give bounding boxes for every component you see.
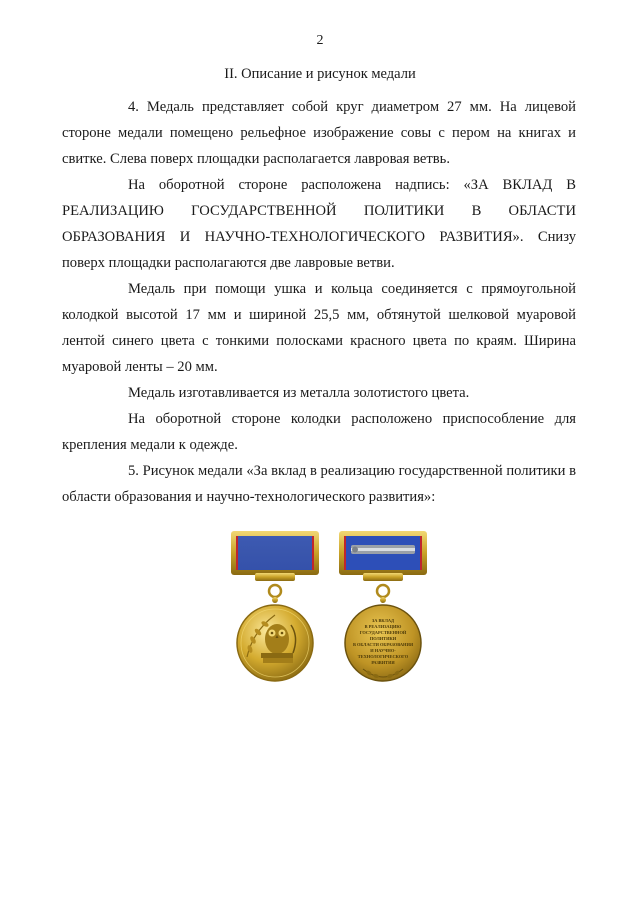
paragraph-reverse-inscription: На оборотной стороне расположена надпись: «ЗА ВКЛАД В РЕАЛИЗАЦИЮ ГОСУДАРСТВЕННОЙ ПОЛИТИКИ В ОБЛАСТИ ОБРАЗОВАНИЯ И НАУЧНО-ТЕХНОЛОГИЧЕСКОГО РАЗВИТИЯ». Снизу поверх площадки располагаются две лавровые ветви. xyxy=(62,177,576,271)
section-heading: II. Описание и рисунок медали xyxy=(224,66,416,82)
paragraph-metal: Медаль изготавливается из металла золотистого цвета. xyxy=(128,385,470,401)
page-number: 2 xyxy=(316,33,324,48)
medal-inscription-line: РАЗВИТИЯ xyxy=(371,660,395,665)
medal-inscription-line: ГОСУДАРСТВЕННОЙ xyxy=(359,630,407,635)
paragraph-ribbon-block: Медаль при помощи ушка и кольца соединяется с прямоугольной колодкой высотой 17 мм и шириной 25,5 мм, обтянутой шелковой муаровой лентой синего цвета с тонкими полосками красного цвета по краям. Ширина муаровой ленты – 20 мм. xyxy=(62,281,576,375)
medal-figure xyxy=(225,527,435,687)
paragraph-medal-description: 4. Медаль представляет собой круг диаметром 27 мм. На лицевой стороне медали помещено рельефное изображение совы с пером на книгах и свитке. Слева поверх площадки располагается лавровая ветвь. xyxy=(62,99,576,167)
paragraph-fastening: На оборотной стороне колодки расположено приспособление для крепления медали к одежде. xyxy=(62,411,576,453)
paragraph-medal-figure: 5. Рисунок медали «За вклад в реализацию государственной политики в области образования и научно-технологического развития»: xyxy=(62,463,576,505)
body-text xyxy=(62,94,576,510)
medal-inscription-line: ПОЛИТИКИ xyxy=(369,636,397,641)
medal-inscription-line: В ОБЛАСТИ ОБРАЗОВАНИЯ xyxy=(352,642,414,647)
medal-inscription-line: В РЕАЛИЗАЦИЮ xyxy=(364,624,402,629)
medal-inscription-line: ТЕХНОЛОГИЧЕСКОГО xyxy=(357,654,409,659)
medal-inscription-line: ЗА ВКЛАД xyxy=(371,618,395,623)
medal-back-image xyxy=(333,527,433,687)
medal-inscription-line: И НАУЧНО- xyxy=(370,648,396,653)
medal-front-image xyxy=(225,527,325,687)
